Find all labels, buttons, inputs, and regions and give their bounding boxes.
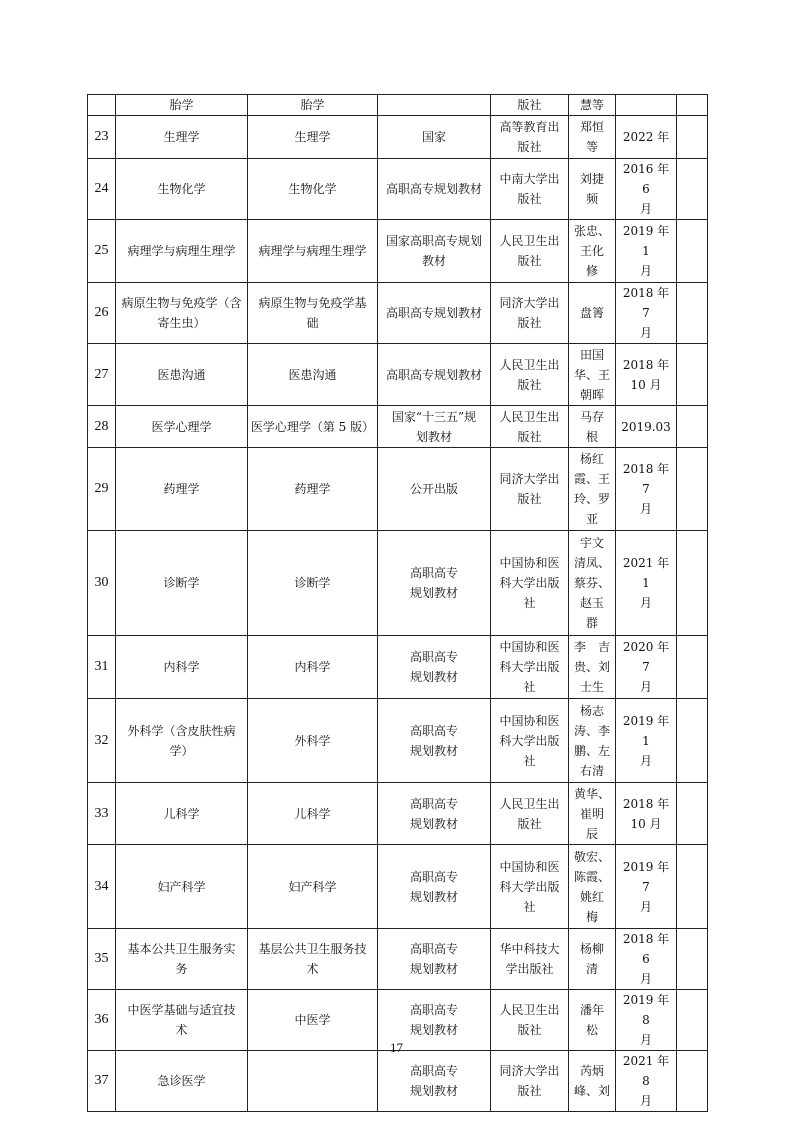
cell-no: 29: [88, 448, 116, 531]
cell-extra: [677, 344, 708, 406]
cell-publisher: 中国协和医 科大学出版 社: [491, 636, 569, 699]
cell-publisher: 同济大学出 版社: [491, 283, 569, 344]
cell-type: 高职高专 规划教材: [378, 699, 491, 783]
cell-no: [88, 95, 116, 116]
cell-extra: [677, 95, 708, 116]
cell-extra: [677, 116, 708, 159]
cell-type: 高职高专 规划教材: [378, 929, 491, 990]
table-row: [88, 116, 708, 159]
cell-publisher: 人民卫生出 版社: [491, 344, 569, 406]
cell-course: 诊断学: [116, 531, 248, 636]
cell-editor: 杨柳 清: [569, 929, 616, 990]
cell-type: 高职高专 规划教材: [378, 783, 491, 845]
table-row: [88, 636, 708, 699]
cell-date: 2020 年 7 月: [616, 636, 677, 699]
cell-extra: [677, 531, 708, 636]
cell-no: 24: [88, 159, 116, 220]
cell-editor: 芮炳 峰、刘: [569, 1051, 616, 1112]
cell-type: 高职高专 规划教材: [378, 1051, 491, 1112]
cell-no: 36: [88, 990, 116, 1051]
cell-extra: [677, 929, 708, 990]
table-row: [88, 783, 708, 845]
cell-date: 2019 年 8 月: [616, 990, 677, 1051]
cell-date: 2018 年 7 月: [616, 283, 677, 344]
cell-publisher: 人民卫生出 版社: [491, 783, 569, 845]
cell-textbook: 诊断学: [248, 531, 378, 636]
cell-no: 35: [88, 929, 116, 990]
cell-course: 基本公共卫生服务实 务: [116, 929, 248, 990]
table-row: [88, 531, 708, 636]
table-row: [88, 220, 708, 283]
table-row: [88, 699, 708, 783]
cell-editor: 敬宏、 陈霞、 姚红 梅: [569, 845, 616, 929]
cell-course: 病原生物与免疫学（含 寄生虫）: [116, 283, 248, 344]
cell-textbook: 生理学: [248, 116, 378, 159]
cell-course: 中医学基础与适宜技 术: [116, 990, 248, 1051]
cell-course: 生物化学: [116, 159, 248, 220]
cell-publisher: 中南大学出 版社: [491, 159, 569, 220]
cell-extra: [677, 699, 708, 783]
cell-course: 医学心理学: [116, 406, 248, 448]
cell-textbook: 内科学: [248, 636, 378, 699]
cell-publisher: 人民卫生出 版社: [491, 990, 569, 1051]
cell-type: 高职高专 规划教材: [378, 845, 491, 929]
cell-date: 2022 年: [616, 116, 677, 159]
table-row: [88, 1051, 708, 1112]
cell-type: [378, 95, 491, 116]
cell-editor: 田国 华、王 朝晖: [569, 344, 616, 406]
cell-editor: 杨志 涛、李 鹏、左 右清: [569, 699, 616, 783]
cell-editor: 盘箐: [569, 283, 616, 344]
table-row: [88, 159, 708, 220]
cell-editor: 慧等: [569, 95, 616, 116]
cell-no: 37: [88, 1051, 116, 1112]
cell-no: 27: [88, 344, 116, 406]
cell-no: 30: [88, 531, 116, 636]
cell-type: 国家: [378, 116, 491, 159]
table-row: [88, 448, 708, 531]
cell-editor: 张忠、 王化 修: [569, 220, 616, 283]
cell-editor: 李 吉 贵、刘 士生: [569, 636, 616, 699]
cell-textbook: 外科学: [248, 699, 378, 783]
cell-date: 2019 年 7 月: [616, 845, 677, 929]
cell-textbook: 药理学: [248, 448, 378, 531]
cell-type: 国家“十三五”规 划教材: [378, 406, 491, 448]
page-number: 17: [390, 1040, 403, 1055]
cell-textbook: 病理学与病理生理学: [248, 220, 378, 283]
table-row: [88, 344, 708, 406]
cell-publisher: 中国协和医 科大学出版 社: [491, 699, 569, 783]
cell-date: 2018 年 6 月: [616, 929, 677, 990]
table-row: [88, 283, 708, 344]
cell-publisher: 中国协和医 科大学出版 社: [491, 845, 569, 929]
cell-editor: 刘捷 频: [569, 159, 616, 220]
cell-publisher: 华中科技大 学出版社: [491, 929, 569, 990]
cell-textbook: 医学心理学（第 5 版）: [248, 406, 378, 448]
cell-publisher: 人民卫生出 版社: [491, 406, 569, 448]
cell-extra: [677, 448, 708, 531]
cell-date: 2019 年 1 月: [616, 220, 677, 283]
cell-no: 28: [88, 406, 116, 448]
table-row: [88, 95, 708, 116]
cell-publisher: 版社: [491, 95, 569, 116]
table-row: [88, 406, 708, 448]
cell-extra: [677, 283, 708, 344]
cell-course: 内科学: [116, 636, 248, 699]
cell-date: 2019.03: [616, 406, 677, 448]
cell-date: 2016 年 6 月: [616, 159, 677, 220]
cell-textbook: 医患沟通: [248, 344, 378, 406]
cell-course: 儿科学: [116, 783, 248, 845]
cell-extra: [677, 159, 708, 220]
cell-type: 公开出版: [378, 448, 491, 531]
cell-textbook: 病原生物与免疫学基 础: [248, 283, 378, 344]
cell-editor: 杨红 霞、王 玲、罗 亚: [569, 448, 616, 531]
cell-type: 高职高专 规划教材: [378, 636, 491, 699]
cell-course: 胎学: [116, 95, 248, 116]
cell-textbook: 儿科学: [248, 783, 378, 845]
table-row: [88, 929, 708, 990]
cell-publisher: 中国协和医 科大学出版 社: [491, 531, 569, 636]
cell-extra: [677, 406, 708, 448]
cell-publisher: 同济大学出 版社: [491, 448, 569, 531]
cell-course: 外科学（含皮肤性病 学）: [116, 699, 248, 783]
table-row: [88, 845, 708, 929]
cell-course: 妇产科学: [116, 845, 248, 929]
cell-date: 2019 年 1 月: [616, 699, 677, 783]
cell-editor: 宇文 清凤、 蔡芬、 赵玉 群: [569, 531, 616, 636]
cell-extra: [677, 636, 708, 699]
cell-course: 药理学: [116, 448, 248, 531]
cell-course: 病理学与病理生理学: [116, 220, 248, 283]
cell-textbook: 妇产科学: [248, 845, 378, 929]
cell-no: 32: [88, 699, 116, 783]
cell-date: 2018 年 10 月: [616, 783, 677, 845]
cell-editor: 郑恒 等: [569, 116, 616, 159]
cell-no: 23: [88, 116, 116, 159]
cell-textbook: 生物化学: [248, 159, 378, 220]
cell-date: [616, 95, 677, 116]
cell-editor: 黄华、 崔明 辰: [569, 783, 616, 845]
textbook-table: [87, 94, 708, 1112]
cell-date: 2018 年 7 月: [616, 448, 677, 531]
cell-no: 31: [88, 636, 116, 699]
cell-type: 高职高专规划教材: [378, 344, 491, 406]
cell-type: 高职高专规划教材: [378, 283, 491, 344]
cell-date: 2021 年 8 月: [616, 1051, 677, 1112]
cell-publisher: 高等教育出 版社: [491, 116, 569, 159]
cell-type: 高职高专 规划教材: [378, 531, 491, 636]
cell-course: 生理学: [116, 116, 248, 159]
cell-no: 33: [88, 783, 116, 845]
cell-extra: [677, 220, 708, 283]
cell-publisher: 同济大学出 版社: [491, 1051, 569, 1112]
cell-editor: 马存 根: [569, 406, 616, 448]
cell-textbook: 中医学: [248, 990, 378, 1051]
cell-editor: 潘年 松: [569, 990, 616, 1051]
cell-date: 2021 年 1 月: [616, 531, 677, 636]
cell-course: 急诊医学: [116, 1051, 248, 1112]
cell-textbook: [248, 1051, 378, 1112]
cell-no: 26: [88, 283, 116, 344]
cell-no: 34: [88, 845, 116, 929]
cell-extra: [677, 845, 708, 929]
cell-type: 国家高职高专规划 教材: [378, 220, 491, 283]
cell-textbook: 基层公共卫生服务技 术: [248, 929, 378, 990]
cell-course: 医患沟通: [116, 344, 248, 406]
table-body: [88, 95, 708, 1112]
cell-publisher: 人民卫生出 版社: [491, 220, 569, 283]
cell-type: 高职高专 规划教材: [378, 990, 491, 1051]
cell-no: 25: [88, 220, 116, 283]
cell-extra: [677, 1051, 708, 1112]
cell-type: 高职高专规划教材: [378, 159, 491, 220]
cell-extra: [677, 783, 708, 845]
cell-date: 2018 年 10 月: [616, 344, 677, 406]
cell-textbook: 胎学: [248, 95, 378, 116]
